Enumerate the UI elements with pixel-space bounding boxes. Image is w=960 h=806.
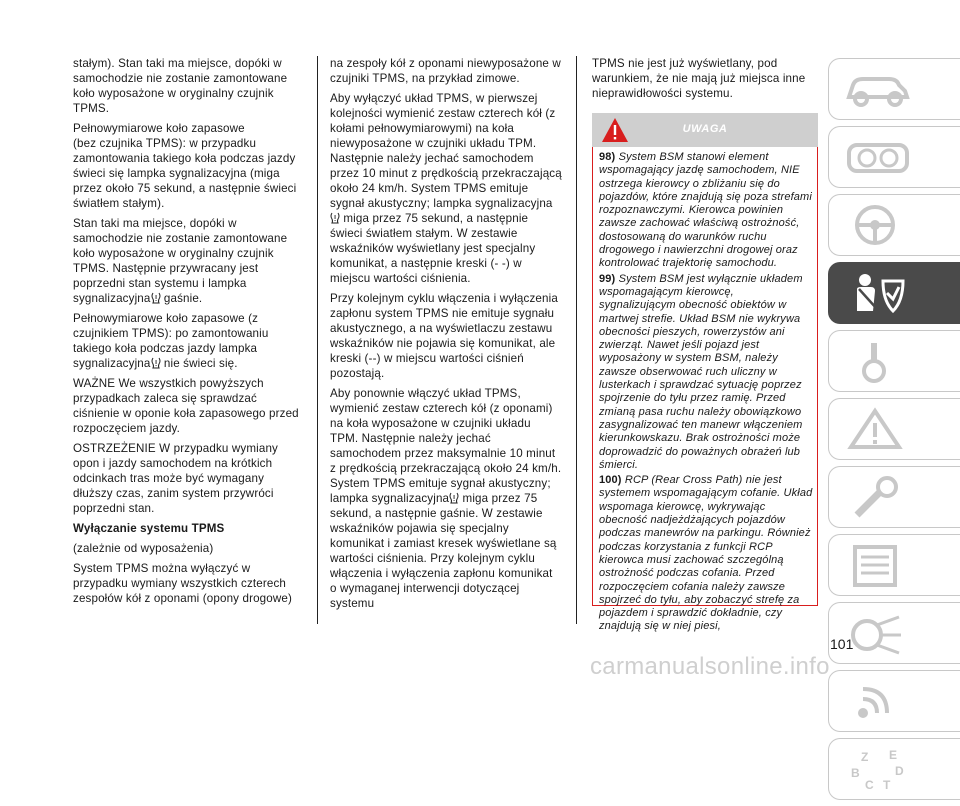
paragraph: Przy kolejnym cyklu włączenia i wyłączenia zapłonu system TPMS nie emituje sygnału akustycznego, a na wyświetlaczu zestawu wskaźników nie pojawia się komunikat, ale kreski (--) w miejscu wartości ciśnień pozostają. [330, 292, 558, 380]
technical-data-icon [843, 611, 913, 655]
index-letters-icon [843, 747, 913, 791]
paragraph: WAŻNE We wszystkich powyższych przypadkach zaleca się sprawdzać ciśnienie w oponie koła zapasowego przed rozpoczęciem jazdy. [73, 377, 299, 435]
starting-driving-icon [843, 339, 913, 383]
paragraph-text: miga przez 75 sekund, a następnie świeci światłem stałym. W zestawie wskaźników wyświetlany jest specjalny komunikat, a następnie kreski (- -) w miejscu wartości ciśnienia. [330, 212, 536, 285]
car-icon [843, 67, 913, 111]
warning-triangle-icon [843, 407, 913, 451]
index-letter: T [883, 778, 891, 792]
warning-note [599, 151, 813, 271]
note-number: 99) [599, 272, 616, 285]
text-column-3 [592, 56, 818, 633]
note-text: System BSM stanowi element wspomagający jazdę samochodem, NIE ostrzega kierowcy o zbliżaniu się do pojazdów, które znajdują się poza strefami rozpoznawczymi. Kierowca powinien zawsze zachować właściwą ostrożność, dostosowaną do warunków ruchu drogowego i nawierzchni drogowej oraz kontrolować trajektorię samochodu. [599, 151, 812, 270]
tab-warning[interactable] [828, 398, 960, 460]
section-heading: Wyłączanie systemu TPMS [73, 522, 225, 535]
tab-starting[interactable] [828, 330, 960, 392]
tab-emergency[interactable] [828, 466, 960, 528]
index-letter: D [895, 764, 904, 778]
dashboard-icon [843, 135, 913, 179]
paragraph: na zespoły kół z oponami niewyposażone w czujniki TPMS, na przykład zimowe. [330, 57, 561, 85]
paragraph-text: miga przez 75 sekund, a następnie gaśnie. W zestawie wskaźników pojawia się specjalny komunikat i zamiast kresek wyświetlane są wartości ciśnienia. Przy kolejnym cyklu włączenia i wyłączenia zapłonu komunikat o wymaganej interwencji dotyczącej systemu [330, 492, 557, 610]
note-text: System BSM jest wyłącznie układem wspomagającym kierowcę, sygnalizującym obecność obiektów w martwej strefie. Układ BSM nie wykrywa obecności pieszych, rowerzystów ani zwierząt. Nawet jeśli pojazd jest wyposażony w system BSM, należy zawsze obserwować ruch uliczny w lusterkach i sprawdzać sytuację poprzez spojrzenie do tyłu przez ramię. Przed zmianą pasa ruchu należy obowiązkowo zasygnalizować ten manewr włączeniem kierunkowskazu. Brak ostrożności może doprowadzić do poważnych obrażeń lub śmierci. [599, 272, 803, 471]
maintenance-list-icon [843, 543, 913, 587]
index-letter: B [851, 766, 860, 780]
multimedia-signal-icon [843, 679, 913, 723]
paragraph-text: Aby ponownie włączyć układ TPMS, wymienić zestaw czterech kół (z oponami) na koła wyposażone w czujniki układu TPM. Następnie należy jechać samochodem przez maksymalnie 10 minut z prędkością przekraczającą około 24 km/h. System TPMS emituje sygnał akustyczny; lampka sygnalizacyjna [330, 387, 562, 505]
tab-technical-data[interactable] [828, 602, 960, 664]
page-number: 101 [830, 636, 854, 652]
text-column-1 [73, 56, 305, 611]
paragraph [73, 311, 305, 371]
note-number: 100) [599, 474, 622, 487]
paragraph: stałym). Stan taki ma miejsce, dopóki w samochodzie nie zostanie zamontowane koło wyposażone w oryginalny czujnik TPMS. [73, 57, 288, 115]
tpms-warning-icon [151, 357, 161, 369]
paragraph-text: Stan taki ma miejsce, dopóki w samochodzie nie zostanie zamontowane koło wyposażone w oryginalny czujnik TPMS. Następnie przywracany jest poprzedni stan systemu i lampka sygnalizacyjna [73, 217, 288, 305]
tab-maintenance[interactable] [828, 534, 960, 596]
warning-box [592, 147, 818, 633]
paragraph: (zależnie od wyposażenia) [73, 542, 214, 555]
tab-safety[interactable] [828, 262, 960, 324]
chapter-tabs [828, 58, 960, 806]
paragraph-text: gaśnie. [160, 292, 203, 305]
paragraph [73, 216, 305, 306]
tab-dashboard[interactable] [828, 126, 960, 188]
warning-note [599, 474, 813, 634]
tab-multimedia[interactable] [828, 670, 960, 732]
tab-car[interactable] [828, 58, 960, 120]
index-letter: Z [861, 750, 869, 764]
paragraph: Pełnowymiarowe koło zapasowe (bez czujnika TPMS): w przypadku zamontowania takiego koła podczas jazdy świeci się lampka sygnalizacyjna (miga przez około 75 sekund, a następnie świeci światłem stałym). [73, 122, 297, 210]
paragraph [330, 91, 562, 286]
warning-note [599, 273, 813, 472]
column-divider [317, 56, 318, 624]
tab-index[interactable] [828, 738, 960, 800]
safety-seatbelt-icon [843, 271, 913, 315]
paragraph-text: Pełnowymiarowe koło zapasowe (z czujnikiem TPMS): po zamontowaniu takiego koła podczas jazdy lampka sygnalizacyjna [73, 312, 269, 370]
index-letter: C [865, 778, 874, 792]
paragraph-text: nie świeci się. [160, 357, 238, 370]
column-divider [576, 56, 577, 624]
note-text: RCP (Rear Cross Path) nie jest systemem wspomagającym cofanie. Układ wspomaga kierowcę, wykrywając obecność nadjeżdżających pojazdów podczas manewrów na parkingu. Również podczas korzystania z funkcji RCP kierowca musi zachować szczególną ostrożność podczas cofania. Przed rozpoczęciem cofania należy zawsze spojrzeć do tyłu, aby zobaczyć strefę za pojazdem i sprawdzić dokładnie, czy znajdują się w niej piesi, [599, 474, 813, 633]
tpms-warning-icon [449, 492, 459, 504]
steering-wheel-icon [843, 203, 913, 247]
emergency-wrench-icon [843, 475, 913, 519]
paragraph-text: Aby wyłączyć układ TPMS, w pierwszej kolejności wymienić zestaw czterech kół (z kołami pełnowymiarowymi) na koła niewyposażone w czujniki układu TPM. Następnie należy jechać samochodem przez 10 minut z prędkością przekraczającą około 24 km/h. System TPMS emituje sygnał akustyczny; lampka sygnalizacyjna [330, 92, 562, 210]
warning-header [592, 113, 818, 147]
paragraph: OSTRZEŻENIE W przypadku wymiany opon i jazdy samochodem na krótkich odcinkach tras może być wymagany dłuższy czas, zanim system przywróci poprzedni stan. [73, 442, 279, 515]
watermark: carmanualsonline.info [590, 653, 830, 680]
tpms-warning-icon [330, 212, 340, 224]
note-number: 98) [599, 151, 616, 163]
text-column-2 [330, 56, 562, 616]
paragraph: System TPMS można wyłączyć w przypadku wymiany wszystkich czterech zespołów kół z oponami (opony drogowe) [73, 562, 293, 605]
tab-steering[interactable] [828, 194, 960, 256]
paragraph [330, 386, 562, 611]
index-letter: E [889, 748, 898, 762]
tpms-warning-icon [151, 292, 161, 304]
paragraph: TPMS nie jest już wyświetlany, pod warunkiem, że nie mają już miejsca inne nieprawidłowości systemu. [592, 57, 806, 100]
warning-title: UWAGA [682, 123, 728, 135]
